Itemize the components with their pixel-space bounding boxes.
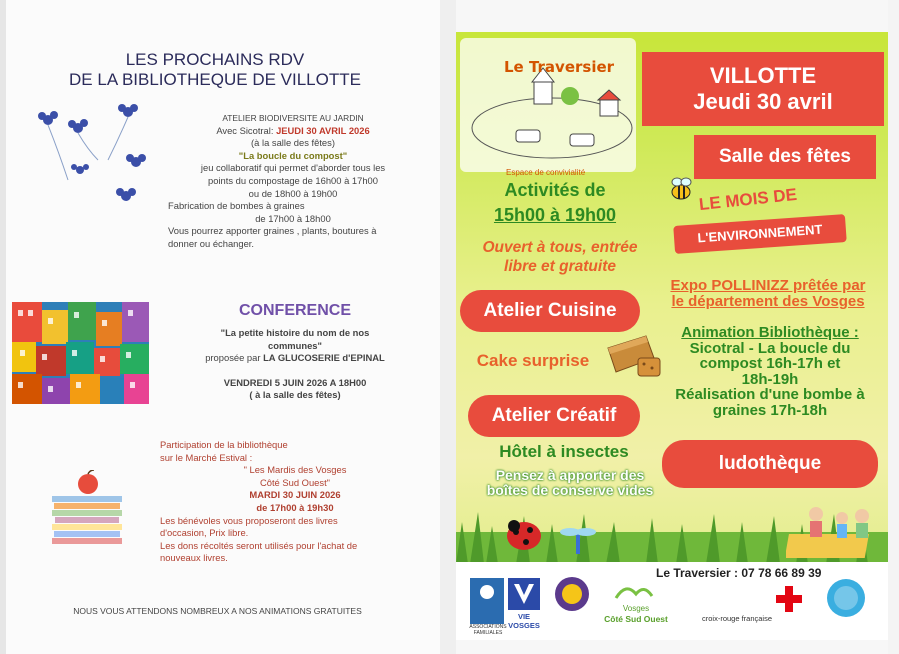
left-footer: NOUS VOUS ATTENDONS NOMBREUX A NOS ANIMATIONS GRATUITES bbox=[73, 606, 362, 616]
header-town: VILLOTTE bbox=[709, 63, 817, 88]
vosges-cote-sud-ouest-logo bbox=[614, 580, 654, 602]
left-title bbox=[20, 50, 410, 90]
environnement-banner: L'ENVIRONNEMENT bbox=[673, 214, 847, 254]
right-margin bbox=[888, 0, 899, 654]
activities-hours: 15h00 à 19h00 bbox=[493, 205, 617, 225]
pensez-line-2: boîtes de conserve vides bbox=[486, 482, 654, 498]
partner-4-label-a: Vosges bbox=[622, 604, 650, 613]
marche-line-3: " Les Mardis des Vosges bbox=[243, 464, 347, 476]
anim-line-6: graines 17h-18h bbox=[712, 401, 828, 419]
atelier-date: JEUDI 30 AVRIL 2026 bbox=[276, 124, 370, 136]
bottom-margin bbox=[456, 640, 888, 654]
pensez-line-1: Pensez à apporter des bbox=[495, 467, 645, 483]
page-shadow bbox=[0, 0, 6, 654]
associations-familiales-logo bbox=[470, 578, 504, 624]
cake-surprise: Cake surprise bbox=[476, 351, 590, 370]
marche-date: MARDI 30 JUIN 2026 bbox=[249, 489, 341, 501]
expo-line-2: le département des Vosges bbox=[671, 293, 865, 310]
flowers-illustration bbox=[28, 100, 163, 210]
partners-footer bbox=[456, 562, 888, 640]
pep-logo bbox=[826, 578, 866, 618]
atelier-game-title: "La boucle du compost" bbox=[238, 149, 348, 161]
atelier-heading: ATELIER BIODIVERSITE AU JARDIN bbox=[222, 113, 364, 123]
left-title-line-1: LES PROCHAINS RDV bbox=[125, 50, 305, 69]
ladybug-icon bbox=[507, 520, 541, 550]
traversier-logo bbox=[460, 38, 636, 172]
hotel-insectes: Hôtel à insectes bbox=[499, 442, 629, 461]
anim-line-3: compost 16h-17h et bbox=[699, 355, 841, 372]
children-picnic-icon bbox=[786, 494, 884, 560]
top-margin bbox=[456, 0, 888, 32]
conference-line-1: "La petite histoire du nom de nos bbox=[220, 327, 370, 338]
vie-vosges-logo bbox=[508, 578, 540, 610]
marche-line-10: nouveaux livres. bbox=[160, 552, 228, 564]
books-apple-icon bbox=[50, 470, 125, 550]
marche-line-4: Côté Sud Ouest" bbox=[259, 476, 331, 488]
partner-2-label-b: VOSGES bbox=[508, 621, 540, 630]
marche-hours: de 17h00 à 19h30 bbox=[256, 501, 334, 513]
marche-line-2: sur le Marché Estival : bbox=[160, 451, 253, 463]
atelier-line-4: jeu collaboratif qui permet d'aborder tous les bbox=[200, 162, 386, 174]
atelier-place: (à la salle des fêtes) bbox=[251, 137, 335, 149]
atelier-line-6: ou de 18h00 à 19h00 bbox=[248, 187, 338, 199]
partner-4-label-b: Côté Sud Ouest bbox=[604, 614, 668, 624]
conference-title: CONFERENCE bbox=[238, 302, 351, 319]
anim-line-5: Réalisation d'une bombe à bbox=[675, 386, 865, 403]
logo-title: Le Traversier bbox=[504, 58, 615, 76]
logo-subtitle: Espace de convivialité bbox=[506, 168, 586, 177]
atelier-line-7: Fabrication de bombes à graines bbox=[168, 200, 305, 212]
animation-bibliotheque bbox=[656, 325, 884, 418]
atelier-with: Avec Sicotral: bbox=[216, 124, 277, 136]
atelier-line-5: points du compostage de 16h00 à 17h00 bbox=[208, 174, 378, 186]
expo-line-1: Expo POLLINIZZ prêtée par bbox=[670, 277, 866, 294]
atelier-line-8: de 17h00 à 18h00 bbox=[255, 212, 331, 224]
left-title-line-2: DE LA BIBLIOTHEQUE DE VILLOTTE bbox=[69, 70, 361, 89]
left-page bbox=[0, 0, 440, 654]
partner-1-label: ASSOCIATIONS FAMILIALES bbox=[469, 624, 507, 636]
conference-block bbox=[170, 327, 420, 402]
page-gutter bbox=[440, 0, 456, 654]
mosaic-image bbox=[12, 302, 149, 404]
atelier-cuisine-pill: Atelier Cuisine bbox=[460, 290, 640, 332]
conference-organizer: LA GLUCOSERIE d'EPINAL bbox=[263, 352, 385, 364]
header-date: Jeudi 30 avril bbox=[693, 89, 833, 114]
mois-title: LE MOIS DE bbox=[698, 184, 798, 215]
activities-label: Activités de bbox=[504, 180, 606, 200]
atelier-date-line bbox=[168, 125, 418, 138]
atelier-line-10: donner ou échanger. bbox=[168, 237, 255, 249]
atelier-creatif-pill: Atelier Créatif bbox=[468, 395, 640, 437]
conference-line-3 bbox=[170, 352, 420, 365]
conference-place: ( à la salle des fêtes) bbox=[249, 389, 341, 401]
open-line-1: Ouvert à tous, entrée bbox=[482, 239, 638, 256]
expo-pollinizz bbox=[652, 278, 884, 310]
red-cross-icon bbox=[776, 586, 802, 612]
atelier-block bbox=[168, 112, 418, 251]
anim-line-1: Animation Bibliothèque : bbox=[681, 324, 859, 341]
activities-time bbox=[476, 178, 634, 228]
open-info bbox=[460, 238, 660, 276]
marche-line-9: Les dons récoltés seront utilisés pour l'achat de bbox=[160, 539, 358, 551]
marche-line-7: Les bénévoles vous proposeront des livres bbox=[160, 514, 338, 526]
pensez-text bbox=[470, 468, 670, 498]
ludotheque-pill: ludothèque bbox=[662, 440, 878, 488]
atelier-line-9: Vous pourrez apporter graines , plants, boutures à bbox=[168, 225, 377, 237]
open-line-2: libre et gratuite bbox=[504, 258, 616, 275]
anim-line-4: 18h-19h bbox=[741, 370, 799, 388]
anim-line-2: Sicotral - La boucle du bbox=[689, 339, 851, 357]
partner-5-label: croix-rouge française bbox=[701, 614, 773, 623]
marche-line-8: d'occasion, Prix libre. bbox=[160, 527, 249, 539]
header-banner bbox=[642, 52, 884, 126]
conference-line-2: communes" bbox=[268, 339, 322, 351]
partner-2-label-a: VIE bbox=[517, 612, 531, 621]
right-page bbox=[456, 32, 888, 640]
marche-line-1: Participation de la bibliothèque bbox=[160, 439, 288, 450]
marche-block bbox=[160, 439, 430, 565]
salle-banner: Salle des fêtes bbox=[694, 135, 876, 179]
conference-date: VENDREDI 5 JUIN 2026 A 18H00 bbox=[223, 376, 367, 388]
circular-partner-logo bbox=[554, 576, 590, 612]
phone-number: Le Traversier : 07 78 66 89 39 bbox=[656, 566, 822, 580]
conference-proposed-by: proposée par bbox=[205, 352, 264, 364]
